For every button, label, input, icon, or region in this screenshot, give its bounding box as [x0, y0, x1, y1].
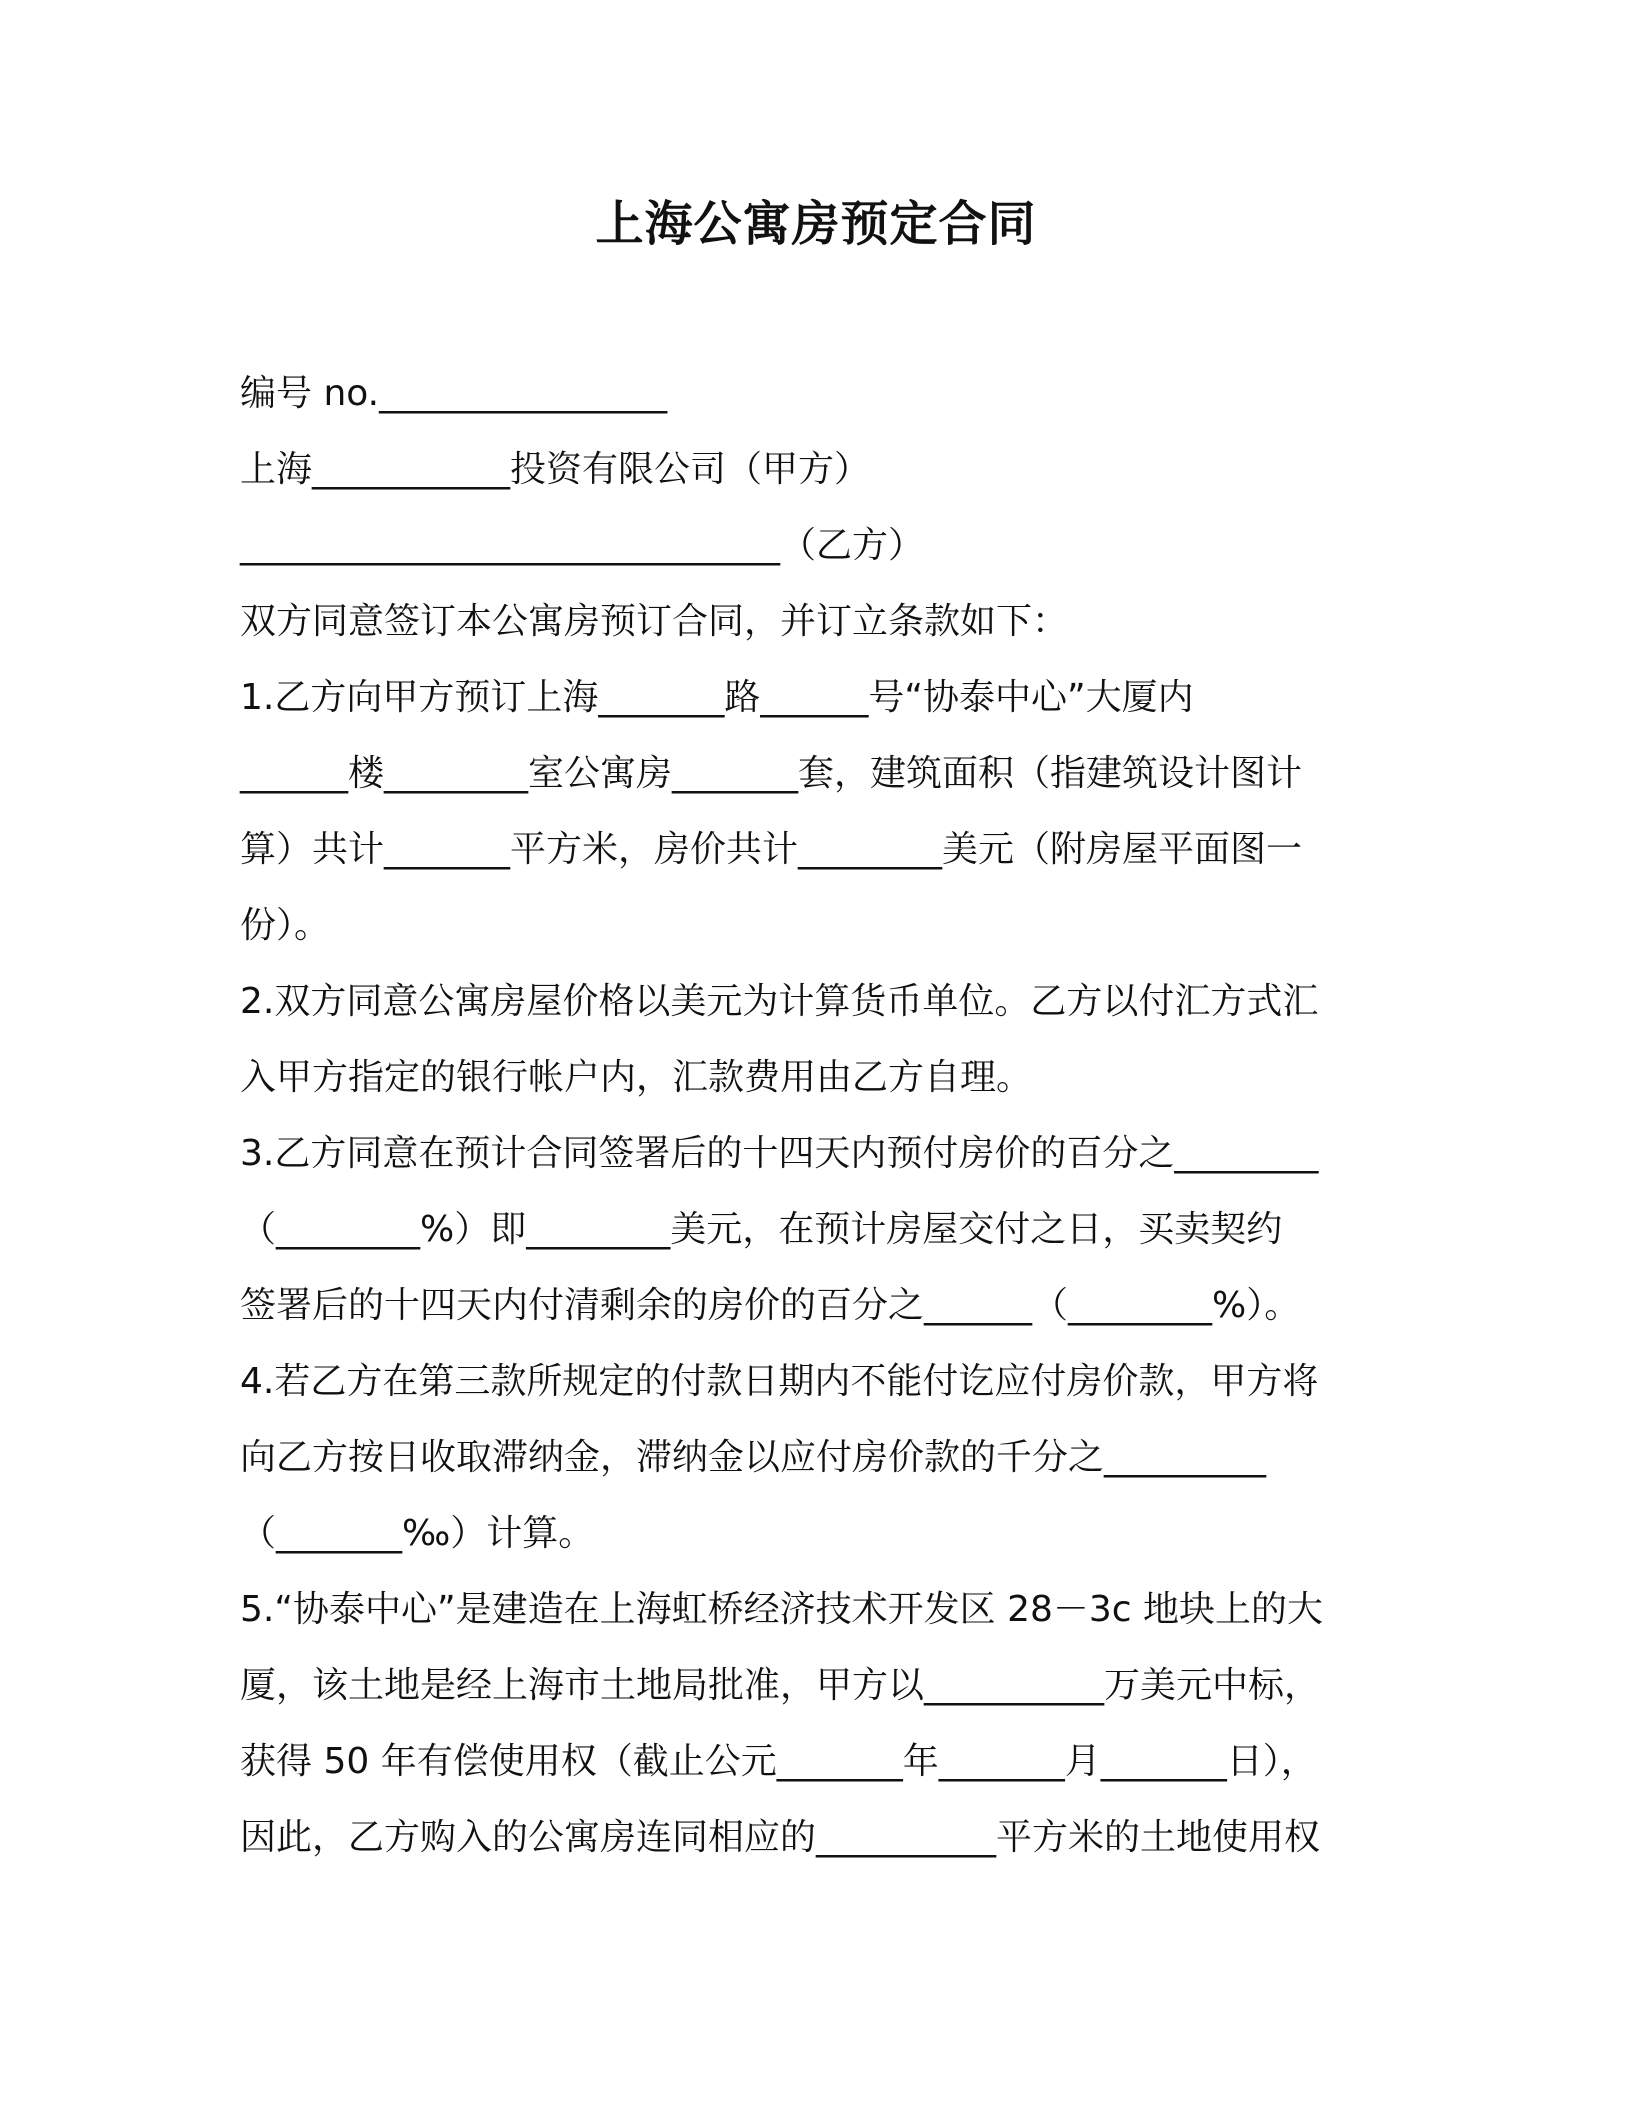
party-b-line: ______________________________（乙方）: [240, 525, 925, 566]
clause-5-line-2: 厦，该土地是经上海市土地局批准，甲方以__________万美元中标，: [240, 1665, 1321, 1706]
clause-4-line-1: 4.若乙方在第三款所规定的付款日期内不能付讫应付房价款，甲方将: [240, 1361, 1319, 1402]
clause-5-line-1: 5.“协泰中心”是建造在上海虹桥经济技术开发区 28－3c 地块上的大: [240, 1589, 1324, 1630]
clause-1-line-3: 算）共计_______平方米，房价共计________美元（附房屋平面图一: [240, 829, 1303, 870]
clause-5-line-3: 获得 50 年有偿使用权（截止公元_______年_______月_______日），: [240, 1741, 1317, 1782]
clause-1-line-4: 份）。: [240, 905, 331, 946]
clause-3-line-2: （________%）即________美元，在预计房屋交付之日，买卖契约: [240, 1209, 1283, 1250]
contract-number-line: 编号 no.________________: [240, 373, 668, 414]
clause-2-line-1: 2.双方同意公寓房屋价格以美元为计算货币单位。乙方以付汇方式汇: [240, 981, 1319, 1022]
clause-5-line-4: 因此，乙方购入的公寓房连同相应的__________平方米的土地使用权: [240, 1817, 1321, 1858]
clause-4-line-2: 向乙方按日收取滞纳金，滞纳金以应付房价款的千分之_________: [240, 1437, 1267, 1478]
clause-1-line-1: 1.乙方向甲方预订上海_______路______号“协泰中心”大厦内: [240, 677, 1194, 718]
intro-line: 双方同意签订本公寓房预订合同，并订立条款如下：: [240, 601, 1069, 642]
clause-2-line-2: 入甲方指定的银行帐户内，汇款费用由乙方自理。: [240, 1057, 1033, 1098]
clause-4-line-3: （_______‰）计算。: [240, 1513, 595, 1554]
party-a-line: 上海___________投资有限公司（甲方）: [240, 449, 871, 490]
document-title: 上海公寓房预定合同: [595, 196, 1037, 252]
clause-3-line-1: 3.乙方同意在预计合同签署后的十四天内预付房价的百分之________: [240, 1133, 1319, 1174]
clause-1-line-2: ______楼________室公寓房_______套，建筑面积（指建筑设计图计: [240, 753, 1303, 794]
clause-3-line-3: 签署后的十四天内付清剩余的房价的百分之______（________%）。: [240, 1285, 1301, 1326]
